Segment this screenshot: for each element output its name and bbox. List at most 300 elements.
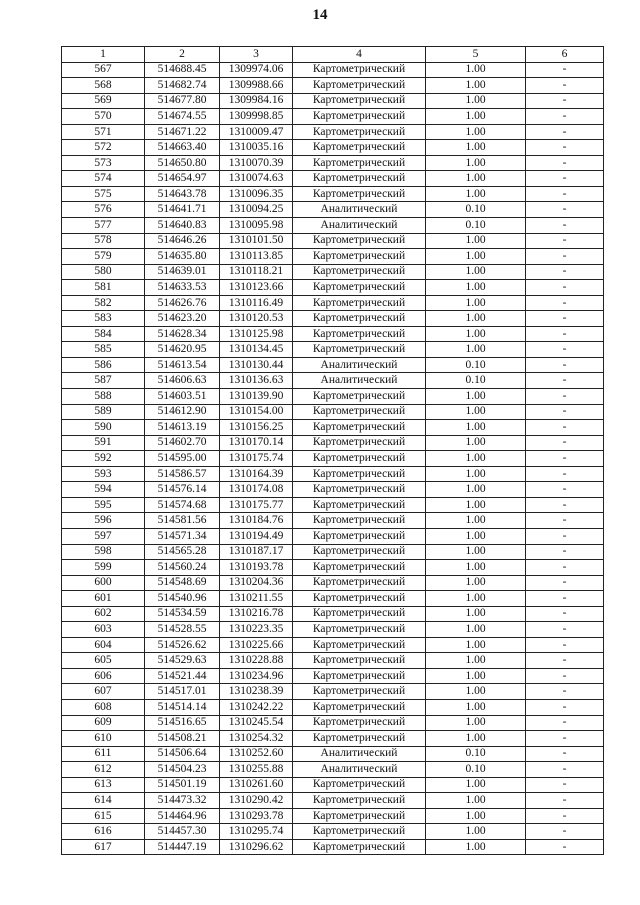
point-number-cell: 588 (62, 389, 145, 405)
point-number-cell: 614 (62, 793, 145, 809)
method-cell: Картометрический (293, 684, 426, 700)
x-coordinate-cell: 514682.74 (145, 78, 220, 94)
accuracy-cell: 1.00 (426, 249, 526, 265)
note-cell: - (526, 699, 604, 715)
table-row (62, 249, 604, 265)
y-coordinate-cell: 1309998.85 (220, 109, 293, 125)
x-coordinate-cell: 514641.71 (145, 202, 220, 218)
note-cell: - (526, 668, 604, 684)
note-cell: - (526, 824, 604, 840)
point-number-cell: 569 (62, 93, 145, 109)
table-row (62, 78, 604, 94)
method-cell: Картометрический (293, 295, 426, 311)
x-coordinate-cell: 514457.30 (145, 824, 220, 840)
x-coordinate-cell: 514447.19 (145, 839, 220, 855)
method-cell: Картометрический (293, 124, 426, 140)
table-row (62, 653, 604, 669)
table-row (62, 435, 604, 451)
note-cell: - (526, 389, 604, 405)
method-cell: Картометрический (293, 513, 426, 529)
point-number-cell: 593 (62, 466, 145, 482)
note-cell: - (526, 793, 604, 809)
y-coordinate-cell: 1310095.98 (220, 218, 293, 234)
accuracy-cell: 1.00 (426, 839, 526, 855)
x-coordinate-cell: 514606.63 (145, 373, 220, 389)
accuracy-cell: 1.00 (426, 793, 526, 809)
table-row (62, 233, 604, 249)
method-cell: Картометрический (293, 249, 426, 265)
method-cell: Картометрический (293, 731, 426, 747)
point-number-cell: 602 (62, 606, 145, 622)
method-cell: Картометрический (293, 155, 426, 171)
accuracy-cell: 1.00 (426, 342, 526, 358)
y-coordinate-cell: 1310116.49 (220, 295, 293, 311)
table-row (62, 451, 604, 467)
table-row (62, 280, 604, 296)
point-number-cell: 584 (62, 326, 145, 342)
point-number-cell: 585 (62, 342, 145, 358)
accuracy-cell: 1.00 (426, 311, 526, 327)
table-row (62, 777, 604, 793)
x-coordinate-cell: 514528.55 (145, 622, 220, 638)
point-number-cell: 607 (62, 684, 145, 700)
x-coordinate-cell: 514540.96 (145, 591, 220, 607)
y-coordinate-cell: 1310295.74 (220, 824, 293, 840)
table-row (62, 62, 604, 78)
method-cell: Картометрический (293, 326, 426, 342)
accuracy-cell: 1.00 (426, 93, 526, 109)
y-coordinate-cell: 1310136.63 (220, 373, 293, 389)
y-coordinate-cell: 1310125.98 (220, 326, 293, 342)
table-row (62, 420, 604, 436)
accuracy-cell: 1.00 (426, 668, 526, 684)
note-cell: - (526, 591, 604, 607)
x-coordinate-cell: 514674.55 (145, 109, 220, 125)
point-number-cell: 586 (62, 357, 145, 373)
accuracy-cell: 1.00 (426, 544, 526, 560)
note-cell: - (526, 264, 604, 280)
accuracy-cell: 0.10 (426, 746, 526, 762)
table-row (62, 109, 604, 125)
y-coordinate-cell: 1310101.50 (220, 233, 293, 249)
x-coordinate-cell: 514613.19 (145, 420, 220, 436)
method-cell: Картометрический (293, 280, 426, 296)
note-cell: - (526, 808, 604, 824)
accuracy-cell: 0.10 (426, 373, 526, 389)
table-row (62, 202, 604, 218)
y-coordinate-cell: 1310254.32 (220, 731, 293, 747)
accuracy-cell: 0.10 (426, 218, 526, 234)
x-coordinate-cell: 514571.34 (145, 528, 220, 544)
accuracy-cell: 1.00 (426, 777, 526, 793)
method-cell: Аналитический (293, 202, 426, 218)
y-coordinate-cell: 1310234.96 (220, 668, 293, 684)
note-cell: - (526, 249, 604, 265)
method-cell: Картометрический (293, 824, 426, 840)
method-cell: Картометрический (293, 171, 426, 187)
note-cell: - (526, 482, 604, 498)
accuracy-cell: 1.00 (426, 186, 526, 202)
y-coordinate-cell: 1309984.16 (220, 93, 293, 109)
method-cell: Картометрический (293, 839, 426, 855)
table-row (62, 218, 604, 234)
point-number-cell: 606 (62, 668, 145, 684)
note-cell: - (526, 233, 604, 249)
x-coordinate-cell: 514640.83 (145, 218, 220, 234)
y-coordinate-cell: 1310228.88 (220, 653, 293, 669)
method-cell: Аналитический (293, 762, 426, 778)
point-number-cell: 603 (62, 622, 145, 638)
note-cell: - (526, 140, 604, 156)
point-number-cell: 601 (62, 591, 145, 607)
method-cell: Картометрический (293, 653, 426, 669)
point-number-cell: 609 (62, 715, 145, 731)
method-cell: Картометрический (293, 575, 426, 591)
point-number-cell: 587 (62, 373, 145, 389)
point-number-cell: 605 (62, 653, 145, 669)
x-coordinate-cell: 514586.57 (145, 466, 220, 482)
point-number-cell: 570 (62, 109, 145, 125)
x-coordinate-cell: 514529.63 (145, 653, 220, 669)
table-row (62, 93, 604, 109)
point-number-cell: 591 (62, 435, 145, 451)
x-coordinate-cell: 514581.56 (145, 513, 220, 529)
note-cell: - (526, 497, 604, 513)
x-coordinate-cell: 514620.95 (145, 342, 220, 358)
accuracy-cell: 1.00 (426, 389, 526, 405)
x-coordinate-cell: 514633.53 (145, 280, 220, 296)
y-coordinate-cell: 1310238.39 (220, 684, 293, 700)
note-cell: - (526, 311, 604, 327)
x-coordinate-cell: 514574.68 (145, 497, 220, 513)
note-cell: - (526, 451, 604, 467)
y-coordinate-cell: 1310223.35 (220, 622, 293, 638)
x-coordinate-cell: 514626.76 (145, 295, 220, 311)
note-cell: - (526, 171, 604, 187)
point-number-cell: 589 (62, 404, 145, 420)
x-coordinate-cell: 514508.21 (145, 731, 220, 747)
page-number: 14 (312, 7, 328, 23)
x-coordinate-cell: 514514.14 (145, 699, 220, 715)
method-cell: Картометрический (293, 311, 426, 327)
table-row (62, 513, 604, 529)
y-coordinate-cell: 1310139.90 (220, 389, 293, 405)
method-cell: Аналитический (293, 357, 426, 373)
x-coordinate-cell: 514603.51 (145, 389, 220, 405)
point-number-cell: 617 (62, 839, 145, 855)
note-cell: - (526, 622, 604, 638)
table-row (62, 575, 604, 591)
y-coordinate-cell: 1310174.08 (220, 482, 293, 498)
note-cell: - (526, 777, 604, 793)
x-coordinate-cell: 514646.26 (145, 233, 220, 249)
y-coordinate-cell: 1309988.66 (220, 78, 293, 94)
point-number-cell: 577 (62, 218, 145, 234)
x-coordinate-cell: 514506.64 (145, 746, 220, 762)
table-row (62, 762, 604, 778)
point-number-cell: 579 (62, 249, 145, 265)
accuracy-cell: 1.00 (426, 513, 526, 529)
method-cell: Картометрический (293, 808, 426, 824)
x-coordinate-cell: 514521.44 (145, 668, 220, 684)
note-cell: - (526, 202, 604, 218)
accuracy-cell: 1.00 (426, 155, 526, 171)
table-row (62, 808, 604, 824)
point-number-cell: 595 (62, 497, 145, 513)
note-cell: - (526, 466, 604, 482)
y-coordinate-cell: 1310123.66 (220, 280, 293, 296)
accuracy-cell: 1.00 (426, 404, 526, 420)
method-cell: Картометрический (293, 482, 426, 498)
accuracy-cell: 1.00 (426, 109, 526, 125)
table-row (62, 793, 604, 809)
accuracy-cell: 1.00 (426, 606, 526, 622)
y-coordinate-cell: 1310225.66 (220, 637, 293, 653)
table-row (62, 171, 604, 187)
x-coordinate-cell: 514663.40 (145, 140, 220, 156)
method-cell: Аналитический (293, 218, 426, 234)
point-number-cell: 572 (62, 140, 145, 156)
accuracy-cell: 1.00 (426, 622, 526, 638)
table-row (62, 560, 604, 576)
point-number-cell: 592 (62, 451, 145, 467)
point-number-cell: 612 (62, 762, 145, 778)
table-row (62, 622, 604, 638)
coordinates-table (61, 46, 604, 855)
note-cell: - (526, 280, 604, 296)
table-row (62, 357, 604, 373)
method-cell: Картометрический (293, 389, 426, 405)
method-cell: Картометрический (293, 591, 426, 607)
accuracy-cell: 1.00 (426, 731, 526, 747)
note-cell: - (526, 528, 604, 544)
y-coordinate-cell: 1310170.14 (220, 435, 293, 451)
x-coordinate-cell: 514501.19 (145, 777, 220, 793)
note-cell: - (526, 342, 604, 358)
accuracy-cell: 0.10 (426, 762, 526, 778)
method-cell: Аналитический (293, 373, 426, 389)
note-cell: - (526, 544, 604, 560)
accuracy-cell: 1.00 (426, 78, 526, 94)
method-cell: Картометрический (293, 668, 426, 684)
method-cell: Картометрический (293, 186, 426, 202)
method-cell: Картометрический (293, 264, 426, 280)
table-row (62, 824, 604, 840)
note-cell: - (526, 93, 604, 109)
accuracy-cell: 1.00 (426, 420, 526, 436)
table-row (62, 606, 604, 622)
table-row (62, 482, 604, 498)
column-header: 4 (293, 47, 426, 63)
point-number-cell: 597 (62, 528, 145, 544)
y-coordinate-cell: 1310156.25 (220, 420, 293, 436)
y-coordinate-cell: 1310255.88 (220, 762, 293, 778)
column-header: 1 (62, 47, 145, 63)
method-cell: Картометрический (293, 606, 426, 622)
x-coordinate-cell: 514623.20 (145, 311, 220, 327)
method-cell: Картометрический (293, 544, 426, 560)
y-coordinate-cell: 1310134.45 (220, 342, 293, 358)
y-coordinate-cell: 1310009.47 (220, 124, 293, 140)
accuracy-cell: 1.00 (426, 280, 526, 296)
x-coordinate-cell: 514635.80 (145, 249, 220, 265)
point-number-cell: 567 (62, 62, 145, 78)
header-row (62, 47, 604, 63)
note-cell: - (526, 513, 604, 529)
table-row (62, 466, 604, 482)
table-row (62, 684, 604, 700)
x-coordinate-cell: 514612.90 (145, 404, 220, 420)
method-cell: Картометрический (293, 233, 426, 249)
accuracy-cell: 1.00 (426, 62, 526, 78)
table-row (62, 544, 604, 560)
y-coordinate-cell: 1310187.17 (220, 544, 293, 560)
column-header: 2 (145, 47, 220, 63)
accuracy-cell: 1.00 (426, 124, 526, 140)
note-cell: - (526, 746, 604, 762)
x-coordinate-cell: 514639.01 (145, 264, 220, 280)
y-coordinate-cell: 1310096.35 (220, 186, 293, 202)
method-cell: Картометрический (293, 93, 426, 109)
note-cell: - (526, 420, 604, 436)
accuracy-cell: 1.00 (426, 295, 526, 311)
y-coordinate-cell: 1310245.54 (220, 715, 293, 731)
x-coordinate-cell: 514526.62 (145, 637, 220, 653)
y-coordinate-cell: 1310193.78 (220, 560, 293, 576)
accuracy-cell: 0.10 (426, 357, 526, 373)
method-cell: Картометрический (293, 715, 426, 731)
table-row (62, 746, 604, 762)
accuracy-cell: 1.00 (426, 824, 526, 840)
accuracy-cell: 1.00 (426, 653, 526, 669)
y-coordinate-cell: 1310113.85 (220, 249, 293, 265)
y-coordinate-cell: 1310204.36 (220, 575, 293, 591)
table-header (62, 47, 604, 63)
accuracy-cell: 1.00 (426, 699, 526, 715)
x-coordinate-cell: 514628.34 (145, 326, 220, 342)
point-number-cell: 611 (62, 746, 145, 762)
y-coordinate-cell: 1310074.63 (220, 171, 293, 187)
method-cell: Картометрический (293, 466, 426, 482)
y-coordinate-cell: 1309974.06 (220, 62, 293, 78)
note-cell: - (526, 684, 604, 700)
accuracy-cell: 0.10 (426, 202, 526, 218)
table-row (62, 264, 604, 280)
x-coordinate-cell: 514473.32 (145, 793, 220, 809)
y-coordinate-cell: 1310293.78 (220, 808, 293, 824)
method-cell: Картометрический (293, 451, 426, 467)
point-number-cell: 576 (62, 202, 145, 218)
table-row (62, 839, 604, 855)
method-cell: Картометрический (293, 78, 426, 94)
note-cell: - (526, 218, 604, 234)
note-cell: - (526, 62, 604, 78)
note-cell: - (526, 155, 604, 171)
x-coordinate-cell: 514650.80 (145, 155, 220, 171)
method-cell: Картометрический (293, 140, 426, 156)
point-number-cell: 568 (62, 78, 145, 94)
x-coordinate-cell: 514654.97 (145, 171, 220, 187)
note-cell: - (526, 124, 604, 140)
x-coordinate-cell: 514671.22 (145, 124, 220, 140)
point-number-cell: 580 (62, 264, 145, 280)
point-number-cell: 596 (62, 513, 145, 529)
y-coordinate-cell: 1310118.21 (220, 264, 293, 280)
table-row (62, 528, 604, 544)
y-coordinate-cell: 1310164.39 (220, 466, 293, 482)
table-row (62, 124, 604, 140)
point-number-cell: 608 (62, 699, 145, 715)
note-cell: - (526, 326, 604, 342)
y-coordinate-cell: 1310252.60 (220, 746, 293, 762)
note-cell: - (526, 357, 604, 373)
note-cell: - (526, 637, 604, 653)
accuracy-cell: 1.00 (426, 637, 526, 653)
method-cell: Картометрический (293, 342, 426, 358)
method-cell: Картометрический (293, 622, 426, 638)
method-cell: Картометрический (293, 435, 426, 451)
y-coordinate-cell: 1310070.39 (220, 155, 293, 171)
note-cell: - (526, 575, 604, 591)
table-row (62, 591, 604, 607)
column-header: 5 (426, 47, 526, 63)
note-cell: - (526, 762, 604, 778)
note-cell: - (526, 560, 604, 576)
table-row (62, 389, 604, 405)
accuracy-cell: 1.00 (426, 326, 526, 342)
y-coordinate-cell: 1310290.42 (220, 793, 293, 809)
table-row (62, 404, 604, 420)
table-row (62, 311, 604, 327)
point-number-cell: 613 (62, 777, 145, 793)
x-coordinate-cell: 514613.54 (145, 357, 220, 373)
point-number-cell: 600 (62, 575, 145, 591)
method-cell: Картометрический (293, 637, 426, 653)
y-coordinate-cell: 1310211.55 (220, 591, 293, 607)
method-cell: Картометрический (293, 699, 426, 715)
x-coordinate-cell: 514595.00 (145, 451, 220, 467)
point-number-cell: 616 (62, 824, 145, 840)
accuracy-cell: 1.00 (426, 435, 526, 451)
table-row (62, 295, 604, 311)
x-coordinate-cell: 514565.28 (145, 544, 220, 560)
table-row (62, 715, 604, 731)
point-number-cell: 581 (62, 280, 145, 296)
accuracy-cell: 1.00 (426, 233, 526, 249)
note-cell: - (526, 295, 604, 311)
accuracy-cell: 1.00 (426, 264, 526, 280)
table-row (62, 668, 604, 684)
method-cell: Картометрический (293, 109, 426, 125)
table-row (62, 637, 604, 653)
x-coordinate-cell: 514534.59 (145, 606, 220, 622)
point-number-cell: 604 (62, 637, 145, 653)
x-coordinate-cell: 514464.96 (145, 808, 220, 824)
point-number-cell: 599 (62, 560, 145, 576)
table-row (62, 186, 604, 202)
table-row (62, 699, 604, 715)
accuracy-cell: 1.00 (426, 497, 526, 513)
note-cell: - (526, 715, 604, 731)
y-coordinate-cell: 1310130.44 (220, 357, 293, 373)
point-number-cell: 583 (62, 311, 145, 327)
accuracy-cell: 1.00 (426, 591, 526, 607)
table-row (62, 140, 604, 156)
note-cell: - (526, 109, 604, 125)
note-cell: - (526, 404, 604, 420)
x-coordinate-cell: 514688.45 (145, 62, 220, 78)
y-coordinate-cell: 1310175.74 (220, 451, 293, 467)
